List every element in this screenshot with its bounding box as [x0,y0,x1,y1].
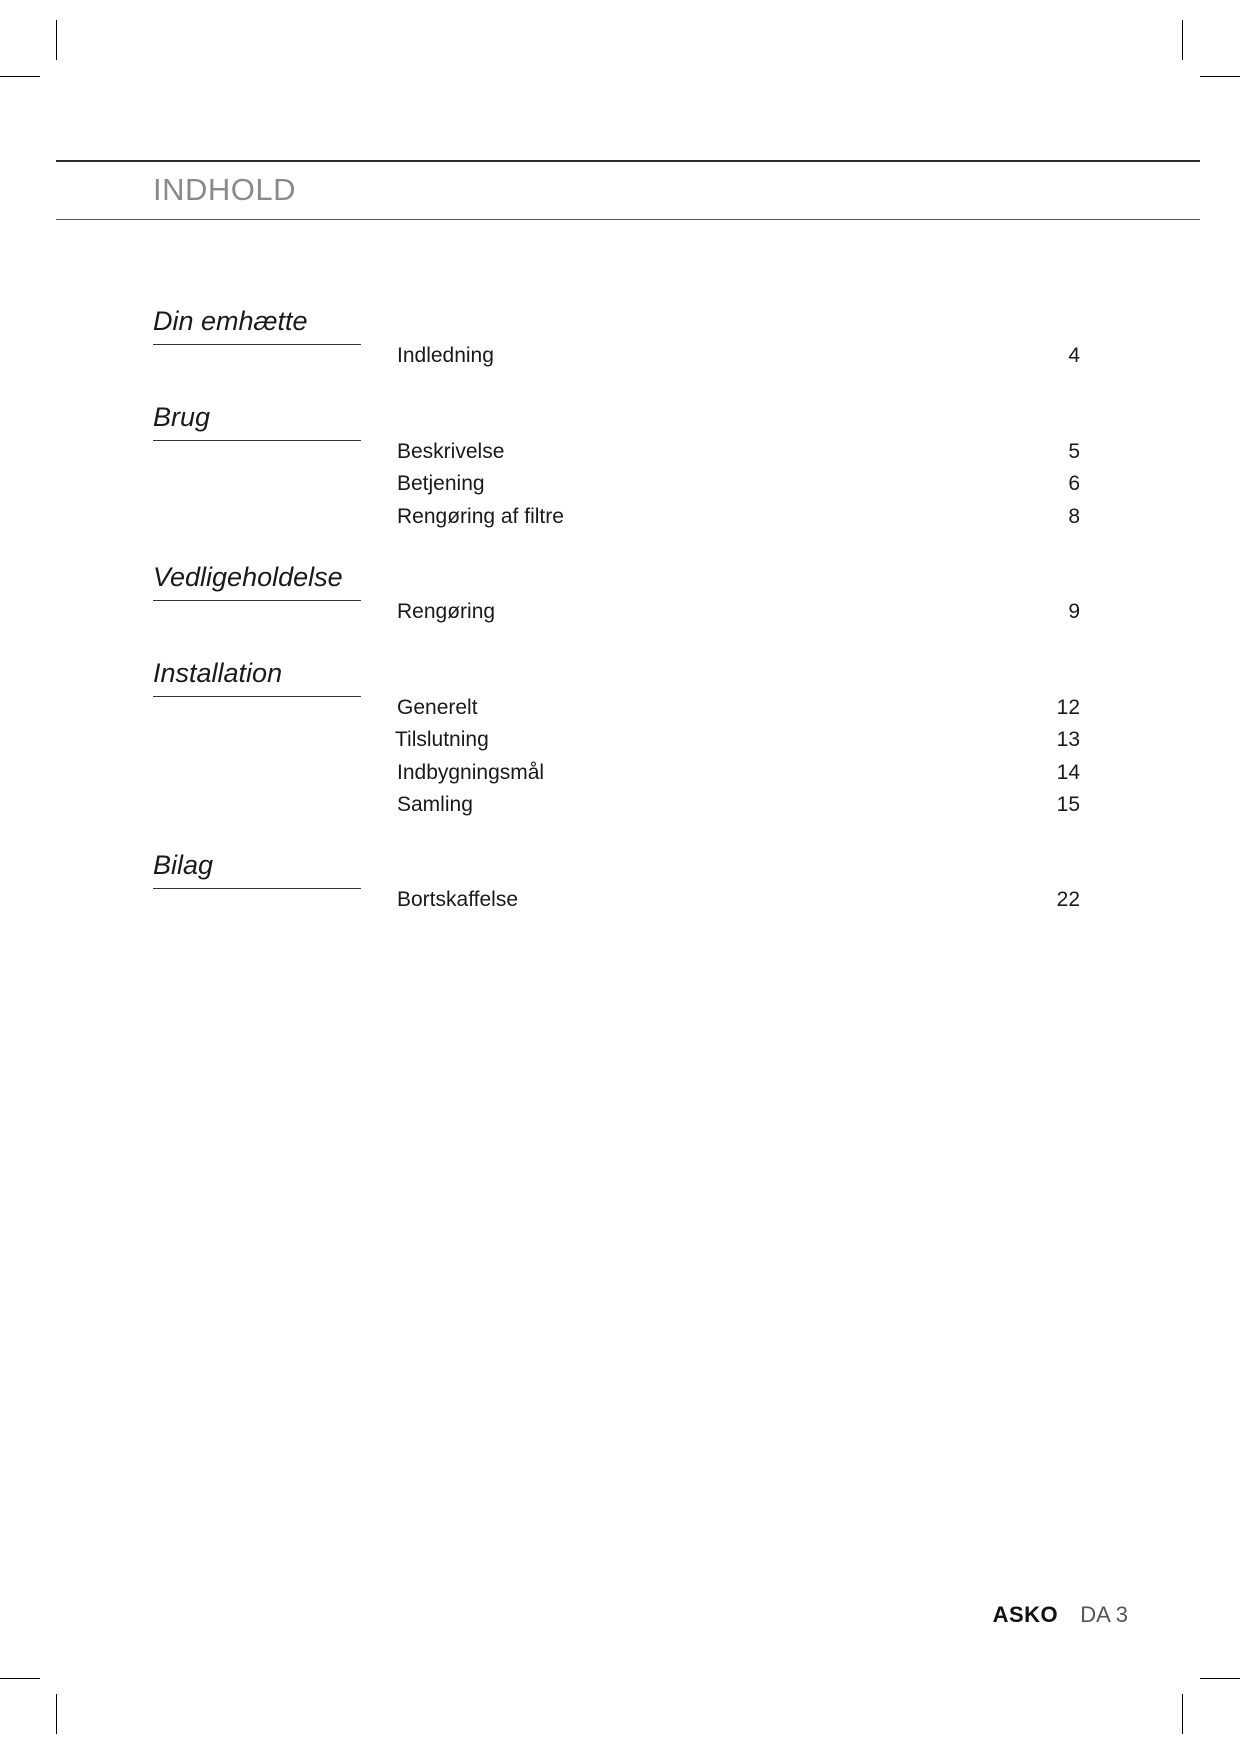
section-heading: Bilag [153,850,214,880]
toc-entry-page: 15 [1056,793,1080,816]
toc-entry[interactable] [0,761,1240,793]
toc-entry-page: 5 [1068,440,1080,463]
crop-mark-top-right-vertical [1182,20,1183,60]
toc-entry-label: Rengøring af filtre [397,505,564,528]
toc-entry[interactable] [0,728,1240,760]
toc-entry-page: 12 [1056,696,1080,719]
crop-mark-bottom-right-horizontal [1200,1678,1240,1679]
crop-mark-bottom-left-vertical [56,1694,57,1734]
page-number: DA 3 [1080,1602,1128,1627]
section-heading: Brug [153,402,211,432]
header-top-rule [56,160,1200,162]
toc-entry-label: Betjening [397,472,485,495]
toc-entry-page: 14 [1056,761,1080,784]
crop-mark-bottom-right-vertical [1182,1694,1183,1734]
toc-entry-label: Samling [397,793,473,816]
toc-entry-page: 4 [1068,344,1080,367]
toc-entry[interactable] [0,793,1240,825]
toc-entry-page: 13 [1056,728,1080,751]
toc-entry[interactable] [0,696,1240,728]
page-footer [993,1602,1128,1628]
toc-entry[interactable] [0,472,1240,504]
section-heading: Installation [153,658,283,688]
toc-entry-label: Bortskaffelse [397,888,519,911]
toc-entry-page: 22 [1056,888,1080,911]
toc-entry-page: 6 [1068,472,1080,495]
crop-mark-top-left-horizontal [0,76,40,77]
toc-entry-label: Indbygningsmål [397,761,545,784]
toc-entry[interactable] [0,505,1240,537]
section-heading: Vedligeholdelse [153,562,343,592]
header-bottom-rule [56,219,1200,220]
toc-entry-label: Generelt [397,696,478,719]
toc-entry[interactable] [0,888,1240,920]
page-title: INDHOLD [153,172,297,207]
crop-mark-top-right-horizontal [1200,76,1240,77]
toc-entry-label: Rengøring [397,600,496,623]
toc-entry-label: Indledning [397,344,494,367]
toc-entry-label: Beskrivelse [397,440,505,463]
toc-entry[interactable] [0,344,1240,376]
brand-logo: ASKO [992,1602,1059,1627]
toc-entry-label: Tilslutning [395,728,489,751]
toc-entry[interactable] [0,440,1240,472]
crop-mark-bottom-left-horizontal [0,1678,40,1679]
crop-mark-top-left-vertical [56,20,57,60]
toc-entry-page: 8 [1068,505,1080,528]
toc-entry-page: 9 [1068,600,1080,623]
toc-entry[interactable] [0,600,1240,632]
section-heading: Din emhætte [153,306,308,336]
